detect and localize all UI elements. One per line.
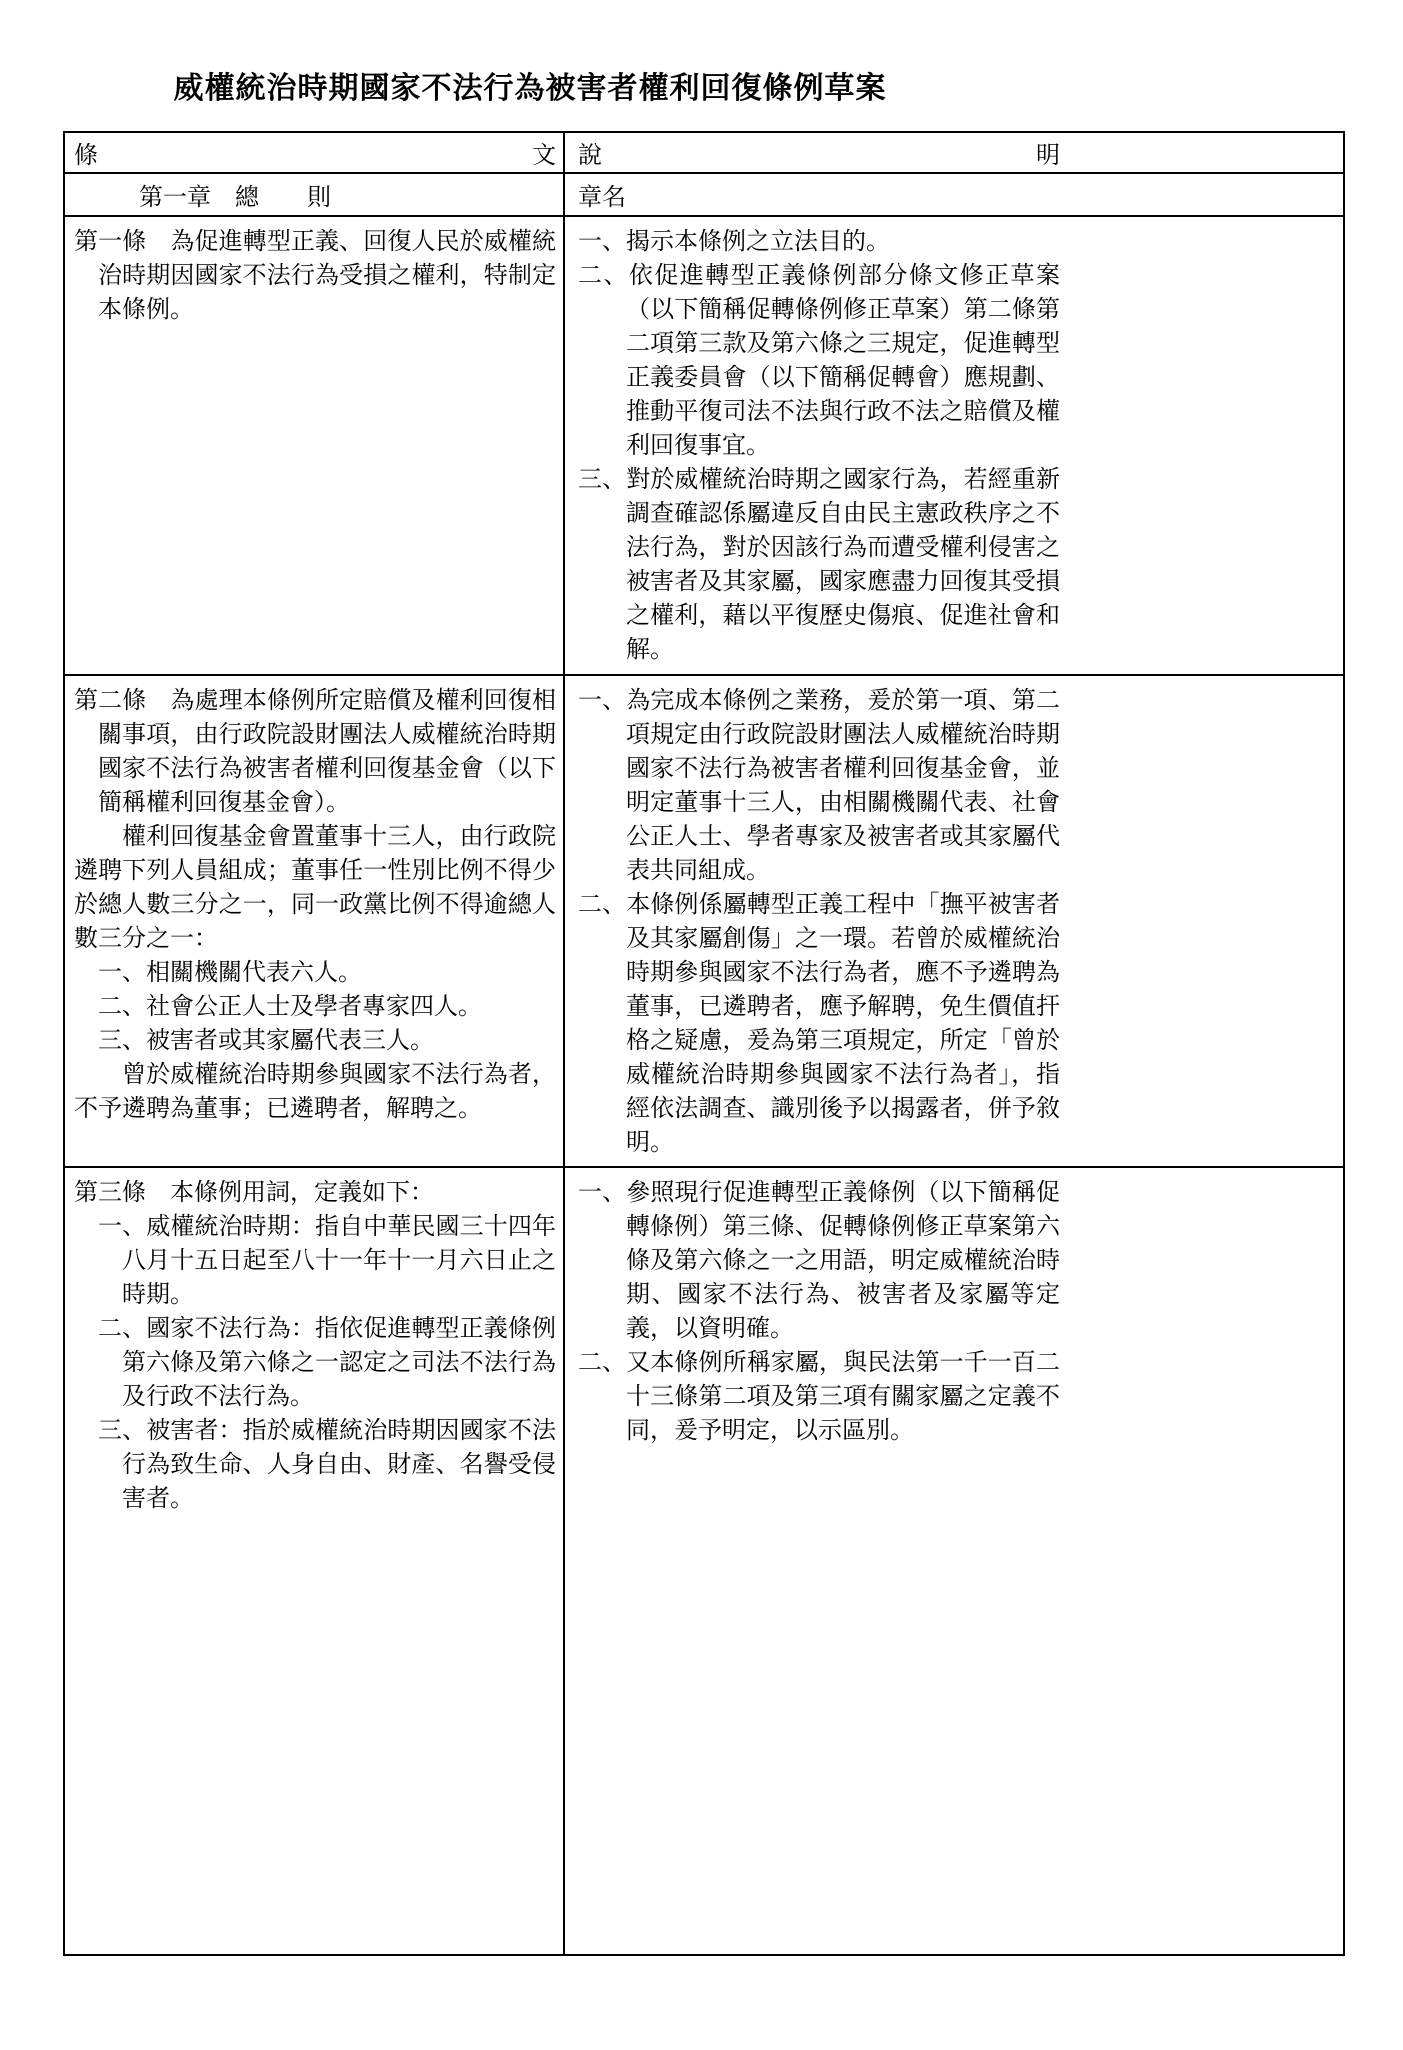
paragraph: 曾於威權統治時期參與國家不法行為者，不予遴聘為董事；已遴聘者，解聘之。 [74, 1062, 556, 1122]
paragraph: 二、國家不法行為：指依促進轉型正義條例第六條及第六條之一認定之司法不法行為及行政不法行為。 [98, 1316, 556, 1410]
table-header-row [65, 133, 1343, 174]
header-cell-explanation [565, 133, 1343, 172]
explanation-cell [565, 676, 1343, 1166]
header-label-explanation-first: 說 [578, 143, 602, 169]
paragraph: 二、本條例係屬轉型正義工程中「撫平被害者及其家屬創傷」之一環。若曾於威權統治時期參與國家不法行為者，應不予遴聘為董事，已遴聘者，應予解聘，免生價值扞格之疑慮，爰為第三項規定，所定「曾於威權統治時期參與國家不法行為者」，指經依法調查、識別後予以揭露者，併予敘明。 [578, 892, 1060, 1156]
header-label-provisions-first: 條 [74, 143, 98, 169]
paragraph: 第三條 本條例用詞，定義如下： [74, 1180, 434, 1206]
chapter-note-cell [565, 174, 1343, 215]
paragraph: 二、又本條例所稱家屬，與民法第一千一百二十三條第二項及第三項有關家屬之定義不同，爰予明定，以示區別。 [578, 1350, 1060, 1444]
paragraph: 權利回復基金會置董事十三人，由行政院遴聘下列人員組成；董事任一性別比例不得少於總人數三分之一，同一政黨比例不得逾總人數三分之一： [74, 824, 556, 952]
article-row-2 [65, 676, 1343, 1168]
chapter-note: 章名 [578, 185, 626, 211]
page-title: 威權統治時期國家不法行為被害者權利回復條例草案 [173, 72, 887, 105]
paragraph: 一、威權統治時期：指自中華民國三十四年八月十五日起至八十一年十一月六日止之時期。 [98, 1214, 556, 1308]
article-text-cell [65, 1168, 565, 1954]
paragraph: 二、依促進轉型正義條例部分條文修正草案（以下簡稱促轉條例修正草案）第二條第二項第三款及第六條之三規定，促進轉型正義委員會（以下簡稱促轉會）應規劃、推動平復司法不法與行政不法之賠償及權利回復事宜。 [578, 263, 1060, 459]
article-row-1 [65, 217, 1343, 676]
chapter-row [65, 174, 1343, 217]
paragraph: 第一條 為促進轉型正義、回復人民於威權統治時期因國家不法行為受損之權利，特制定本條例。 [74, 229, 556, 323]
paragraph: 一、揭示本條例之立法目的。 [578, 229, 890, 255]
article-rows [65, 217, 1343, 1954]
paragraph: 三、被害者或其家屬代表三人。 [98, 1028, 434, 1054]
paragraph: 一、為完成本條例之業務，爰於第一項、第二項規定由行政院設財團法人威權統治時期國家不法行為被害者權利回復基金會，並明定董事十三人，由相關機關代表、社會公正人士、學者專家及被害者或其家屬代表共同組成。 [578, 688, 1060, 884]
paragraph: 三、被害者：指於威權統治時期因國家不法行為致生命、人身自由、財產、名譽受侵害者。 [98, 1418, 556, 1512]
paragraph: 一、相關機關代表六人。 [98, 960, 362, 986]
paragraph: 三、對於威權統治時期之國家行為，若經重新調查確認係屬違反自由民主憲政秩序之不法行為，對於因該行為而遭受權利侵害之被害者及其家屬，國家應盡力回復其受損之權利，藉以平復歷史傷痕、促進社會和解。 [578, 467, 1060, 663]
paragraph: 一、參照現行促進轉型正義條例（以下簡稱促轉條例）第三條、促轉條例修正草案第六條及第六條之一之用語，明定威權統治時期、國家不法行為、被害者及家屬等定義，以資明確。 [578, 1180, 1060, 1342]
header-cell-provisions [65, 133, 565, 172]
bill-table [63, 131, 1345, 1956]
explanation-cell [565, 1168, 1343, 1954]
chapter-title: 第一章 總 則 [139, 185, 331, 211]
header-label-explanation-last: 明 [1036, 143, 1060, 169]
header-label-provisions-last: 文 [532, 143, 556, 169]
chapter-title-cell [65, 174, 565, 215]
paragraph: 第二條 為處理本條例所定賠償及權利回復相關事項，由行政院設財團法人威權統治時期國家不法行為被害者權利回復基金會（以下簡稱權利回復基金會）。 [74, 688, 556, 816]
paragraph: 二、社會公正人士及學者專家四人。 [98, 994, 482, 1020]
article-text-cell [65, 217, 565, 674]
article-row-3 [65, 1168, 1343, 1954]
article-text-cell [65, 676, 565, 1166]
explanation-cell [565, 217, 1343, 674]
